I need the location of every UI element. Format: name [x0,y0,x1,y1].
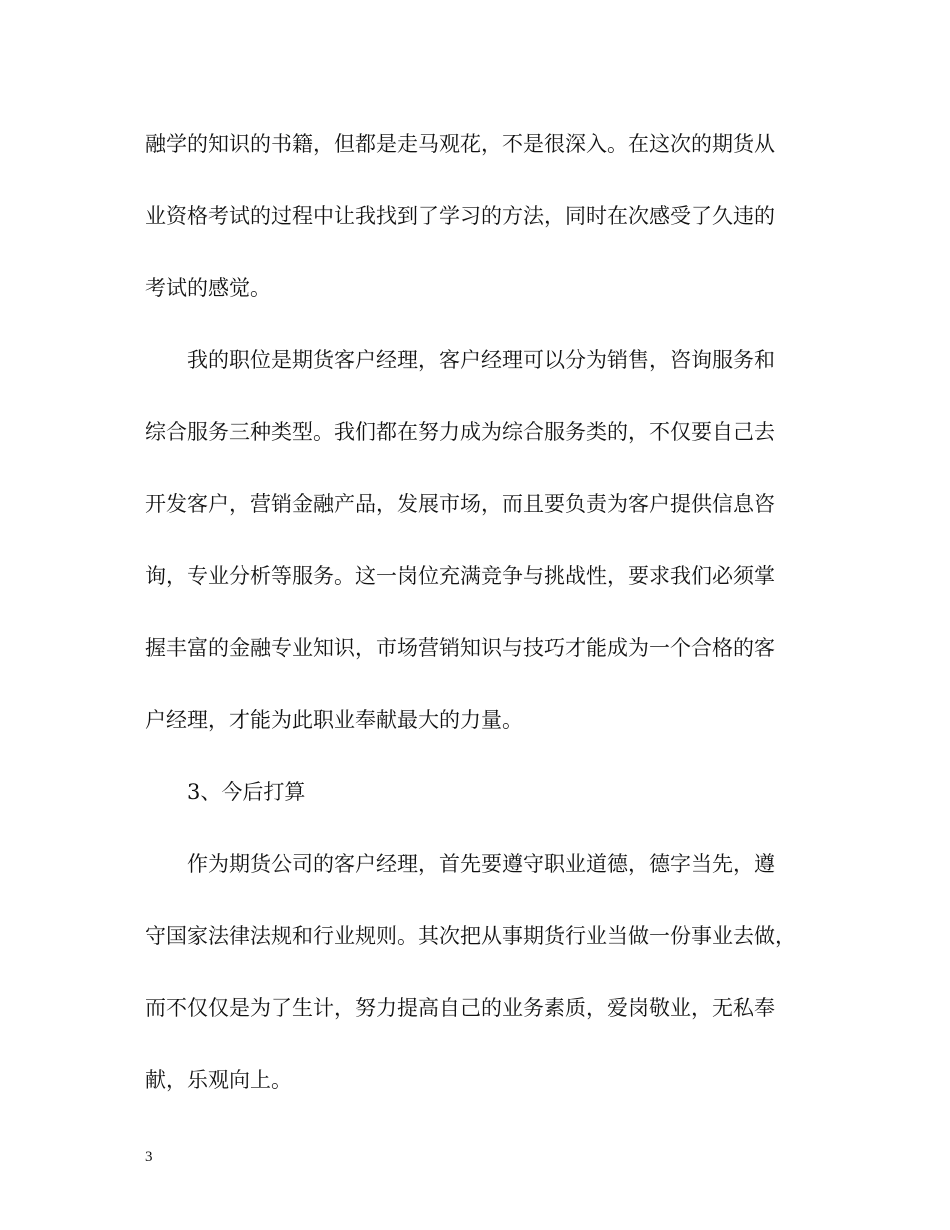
section-heading: 3、今后打算 [187,780,306,804]
text-line: 握丰富的金融专业知识，市场营销知识与技巧才能成为一个合格的客 [145,636,775,660]
text-line: 综合服务三种类型。我们都在努力成为综合服务类的，不仅要自己去 [145,420,775,444]
body-text [145,108,805,1116]
text-line: 业资格考试的过程中让我找到了学习的方法，同时在次感受了久违的 [145,204,775,228]
paragraph-start-line: 我的职位是期货客户经理，客户经理可以分为销售，咨询服务和 [187,348,775,372]
text-line: 融学的知识的书籍，但都是走马观花，不是很深入。在这次的期货从 [145,132,775,156]
text-line: 询，专业分析等服务。这一岗位充满竞争与挑战性，要求我们必须掌 [145,564,775,588]
page-number: 3 [145,1149,153,1165]
text-line: 考试的感觉。 [145,276,271,300]
paragraph-start-line: 作为期货公司的客户经理，首先要遵守职业道德，德字当先，遵 [187,852,775,876]
text-line: 而不仅仅是为了生计，努力提高自己的业务素质，爱岗敬业，无私奉 [145,996,775,1020]
text-line: 守国家法律法规和行业规则。其次把从事期货行业当做一份事业去做， [145,924,796,948]
text-line: 户经理，才能为此职业奉献最大的力量。 [145,708,523,732]
text-line: 开发客户，营销金融产品，发展市场，而且要负责为客户提供信息咨 [145,492,775,516]
text-line: 献，乐观向上。 [145,1068,292,1092]
